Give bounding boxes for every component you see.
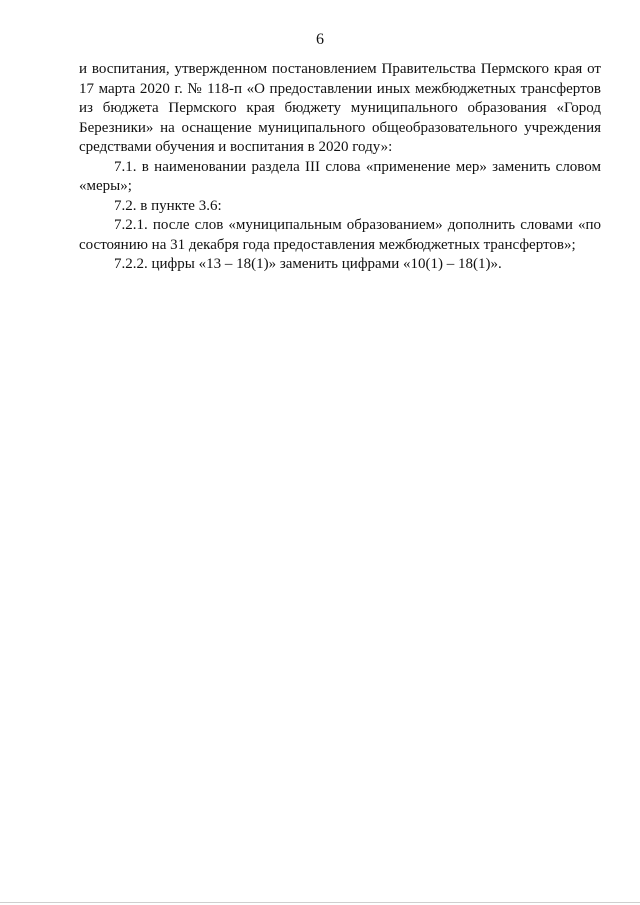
- paragraph-7-2: 7.2. в пункте 3.6:: [114, 197, 222, 214]
- page-number: 6: [316, 31, 324, 48]
- document-body: [79, 60, 601, 275]
- paragraph-7-2-1: 7.2.1. после слов «муниципальным образованием» дополнить словами «по состоянию на 31 декабря года предоставления межбюджетных трансфертов»;: [79, 217, 601, 253]
- paragraph-7-1: 7.1. в наименовании раздела III слова «применение мер» заменить словом «меры»;: [79, 158, 601, 194]
- paragraph-intro: и воспитания, утвержденном постановлением Правительства Пермского края от 17 марта 2020 г. № 118-п «О предоставлении иных межбюджетных трансфертов из бюджета Пермского края бюджету муниципального образования «Город Березники» на оснащение муниципального общеобразовательного учреждения средствами обучения и воспитания в 2020 году»:: [79, 61, 601, 155]
- paragraph-7-2-2: 7.2.2. цифры «13 – 18(1)» заменить цифрами «10(1) – 18(1)».: [114, 256, 502, 272]
- scan-bottom-edge: [0, 902, 640, 903]
